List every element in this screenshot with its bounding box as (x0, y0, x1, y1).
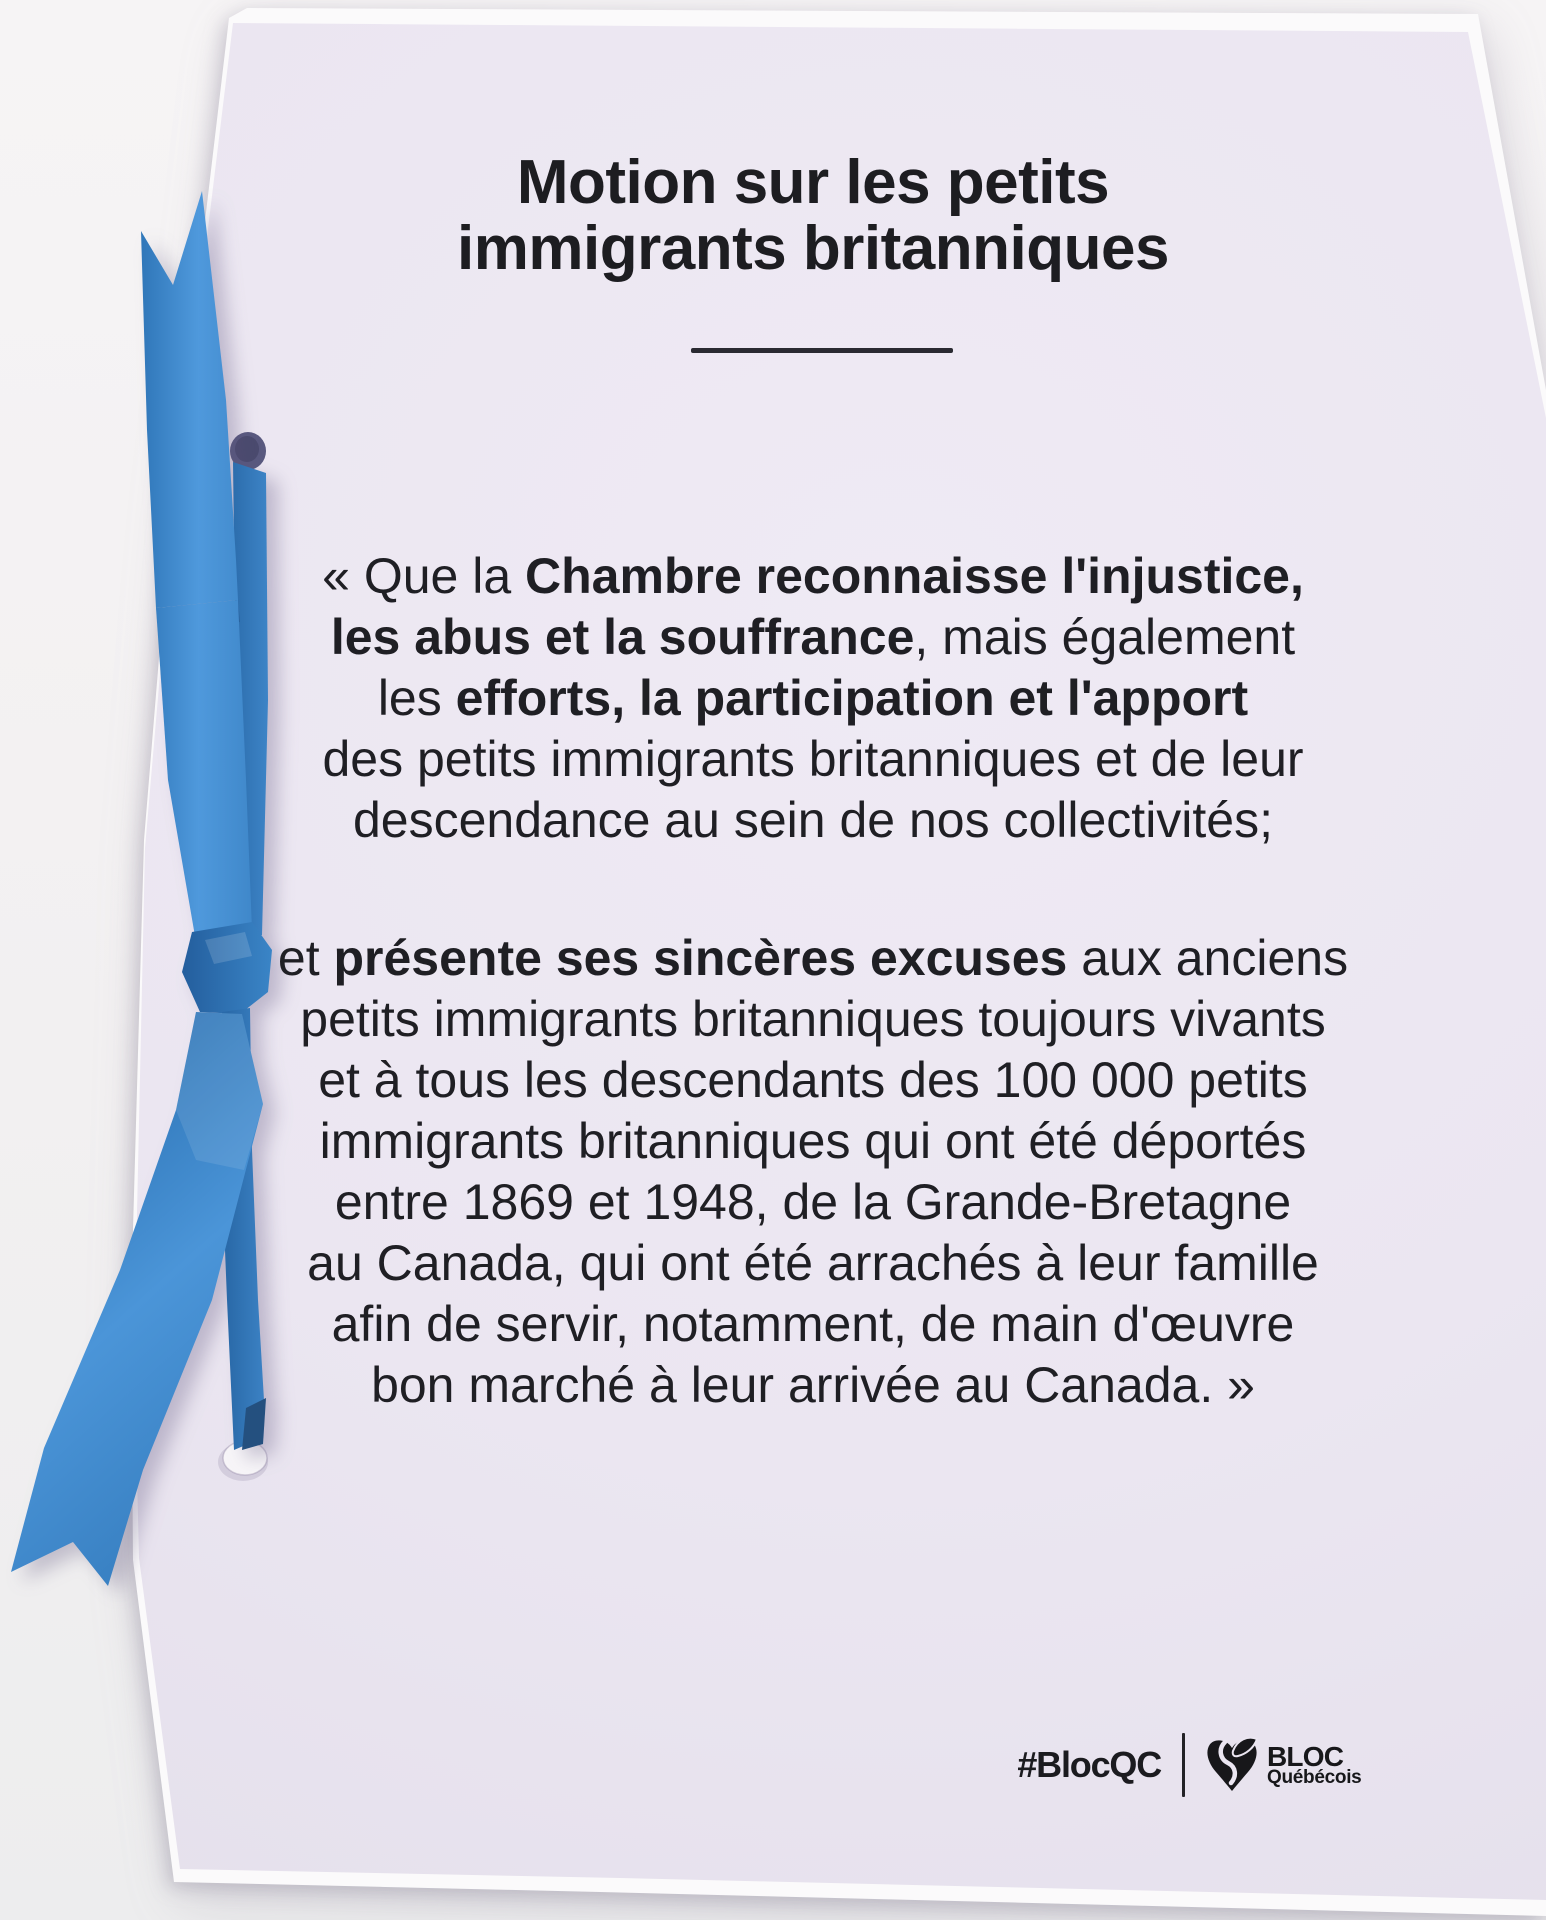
logo-text (1267, 1740, 1362, 1788)
title-divider (691, 348, 953, 353)
paragraph-line (80, 1233, 1546, 1294)
text-segment: petits immigrants britanniques toujours vivants (300, 991, 1326, 1047)
footer (991, 1729, 1361, 1801)
text-segment: efforts, la participation et l'apport (455, 670, 1249, 726)
paragraph-line (80, 729, 1546, 790)
text-segment: aux anciens (1067, 930, 1349, 986)
paragraph-line (80, 546, 1546, 607)
text-segment: entre 1869 et 1948, de la Grande-Bretagne (334, 1174, 1292, 1230)
bloc-heart-leaf-logo-icon (1206, 1737, 1258, 1793)
footer-divider (1182, 1733, 1185, 1797)
text-segment: bon marché à leur arrivée au Canada. » (371, 1357, 1255, 1413)
text-segment: les (377, 670, 456, 726)
paragraph-line (80, 607, 1546, 668)
document-title (80, 150, 1546, 282)
document-title-line1: Motion sur les petits (516, 148, 1110, 217)
paragraph-line (80, 1294, 1546, 1355)
logo-text-quebecois: Québécois (1267, 1766, 1362, 1788)
logo-text-bloc: BLOC (1267, 1740, 1344, 1772)
text-segment: des petits immigrants britanniques et de leur (322, 731, 1304, 787)
motion-paragraph-2 (80, 928, 1546, 1416)
paragraph-line (80, 989, 1546, 1050)
paragraph-line (80, 1355, 1546, 1416)
text-segment: et à tous les descendants des 100 000 petits (318, 1052, 1308, 1108)
paragraph-line (80, 928, 1546, 989)
hashtag-blocqc: #BlocQC (1017, 1744, 1161, 1785)
text-segment: immigrants britanniques qui ont été déportés (319, 1113, 1307, 1169)
text-segment: « Que la (322, 548, 526, 604)
text-segment: les abus et la souffrance (330, 609, 915, 665)
text-segment: présente ses sincères excuses (333, 930, 1068, 986)
text-segment: Chambre reconnaisse l'injustice, (525, 548, 1304, 604)
document-title-line2: immigrants britanniques (457, 214, 1169, 283)
text-segment: et (277, 930, 334, 986)
text-segment: , mais également (914, 609, 1296, 665)
text-segment: descendance au sein de nos collectivités; (352, 792, 1274, 848)
paragraph-line (80, 790, 1546, 851)
motion-paragraph-1 (80, 546, 1546, 851)
paragraph-line (80, 1111, 1546, 1172)
text-segment: au Canada, qui ont été arrachés à leur famille (307, 1235, 1319, 1291)
paragraph-line (80, 1050, 1546, 1111)
bloc-quebecois-logo (1206, 1737, 1361, 1793)
text-segment: afin de servir, notamment, de main d'œuvre (331, 1296, 1295, 1352)
paragraph-line (80, 1172, 1546, 1233)
paragraph-line (80, 668, 1546, 729)
